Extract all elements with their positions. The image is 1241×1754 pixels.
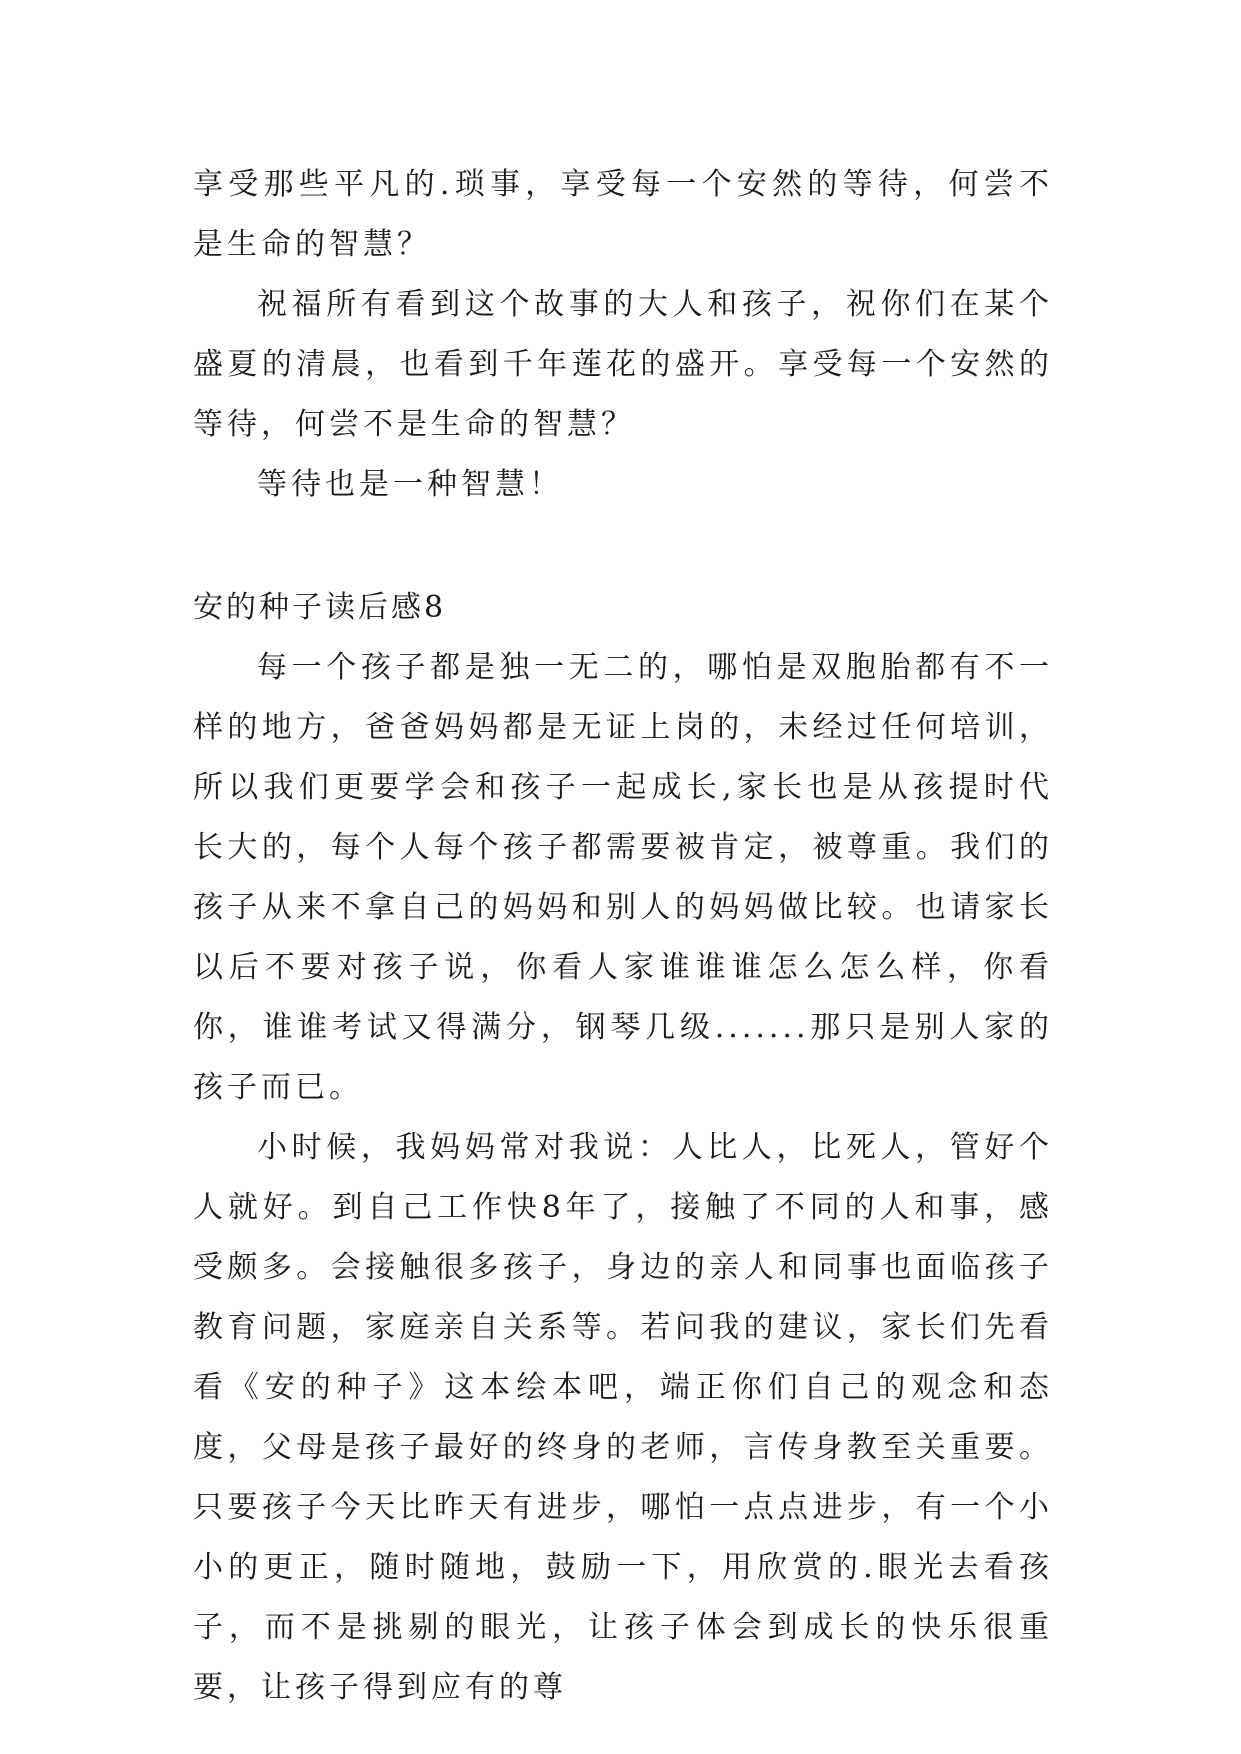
paragraph-2: 祝福所有看到这个故事的大人和孩子，祝你们在某个盛夏的清晨，也看到千年莲花的盛开。享受每一个安然的等待，何尝不是生命的智慧？ (193, 287, 1053, 442)
paragraph-1: 享受那些平凡的.琐事，享受每一个安然的等待，何尝不是生命的智慧？ (193, 167, 1053, 262)
paragraph-3: 等待也是一种智慧！ (257, 467, 563, 502)
document-body (193, 155, 1053, 1718)
section-heading: 安的种子读后感8 (193, 590, 447, 625)
paragraph-4: 每一个孩子都是独一无二的，哪怕是双胞胎都有不一样的地方，爸爸妈妈都是无证上岗的，未经过任何培训，所以我们更要学会和孩子一起成长,家长也是从孩提时代长大的，每个人每个孩子都需要被肯定，被尊重。我们的孩子从来不拿自己的妈妈和别人的妈妈做比较。也请家长以后不要对孩子说，你看人家谁谁谁怎么怎么样，你看你，谁谁考试又得满分，钢琴几级.......那只是别人家的孩子而已。 (193, 650, 1053, 1105)
paragraph-5: 小时候，我妈妈常对我说：人比人，比死人，管好个人就好。到自己工作快8年了，接触了不同的人和事，感受颇多。会接触很多孩子，身边的亲人和同事也面临孩子教育问题，家庭亲自关系等。若问我的建议，家长们先看看《安的种子》这本绘本吧，端正你们自己的观念和态度，父母是孩子最好的终身的老师，言传身教至关重要。只要孩子今天比昨天有进步，哪怕一点点进步，有一个小小的更正，随时随地，鼓励一下，用欣赏的.眼光去看孩子，而不是挑剔的眼光，让孩子体会到成长的快乐很重要，让孩子得到应有的尊 (193, 1130, 1053, 1705)
